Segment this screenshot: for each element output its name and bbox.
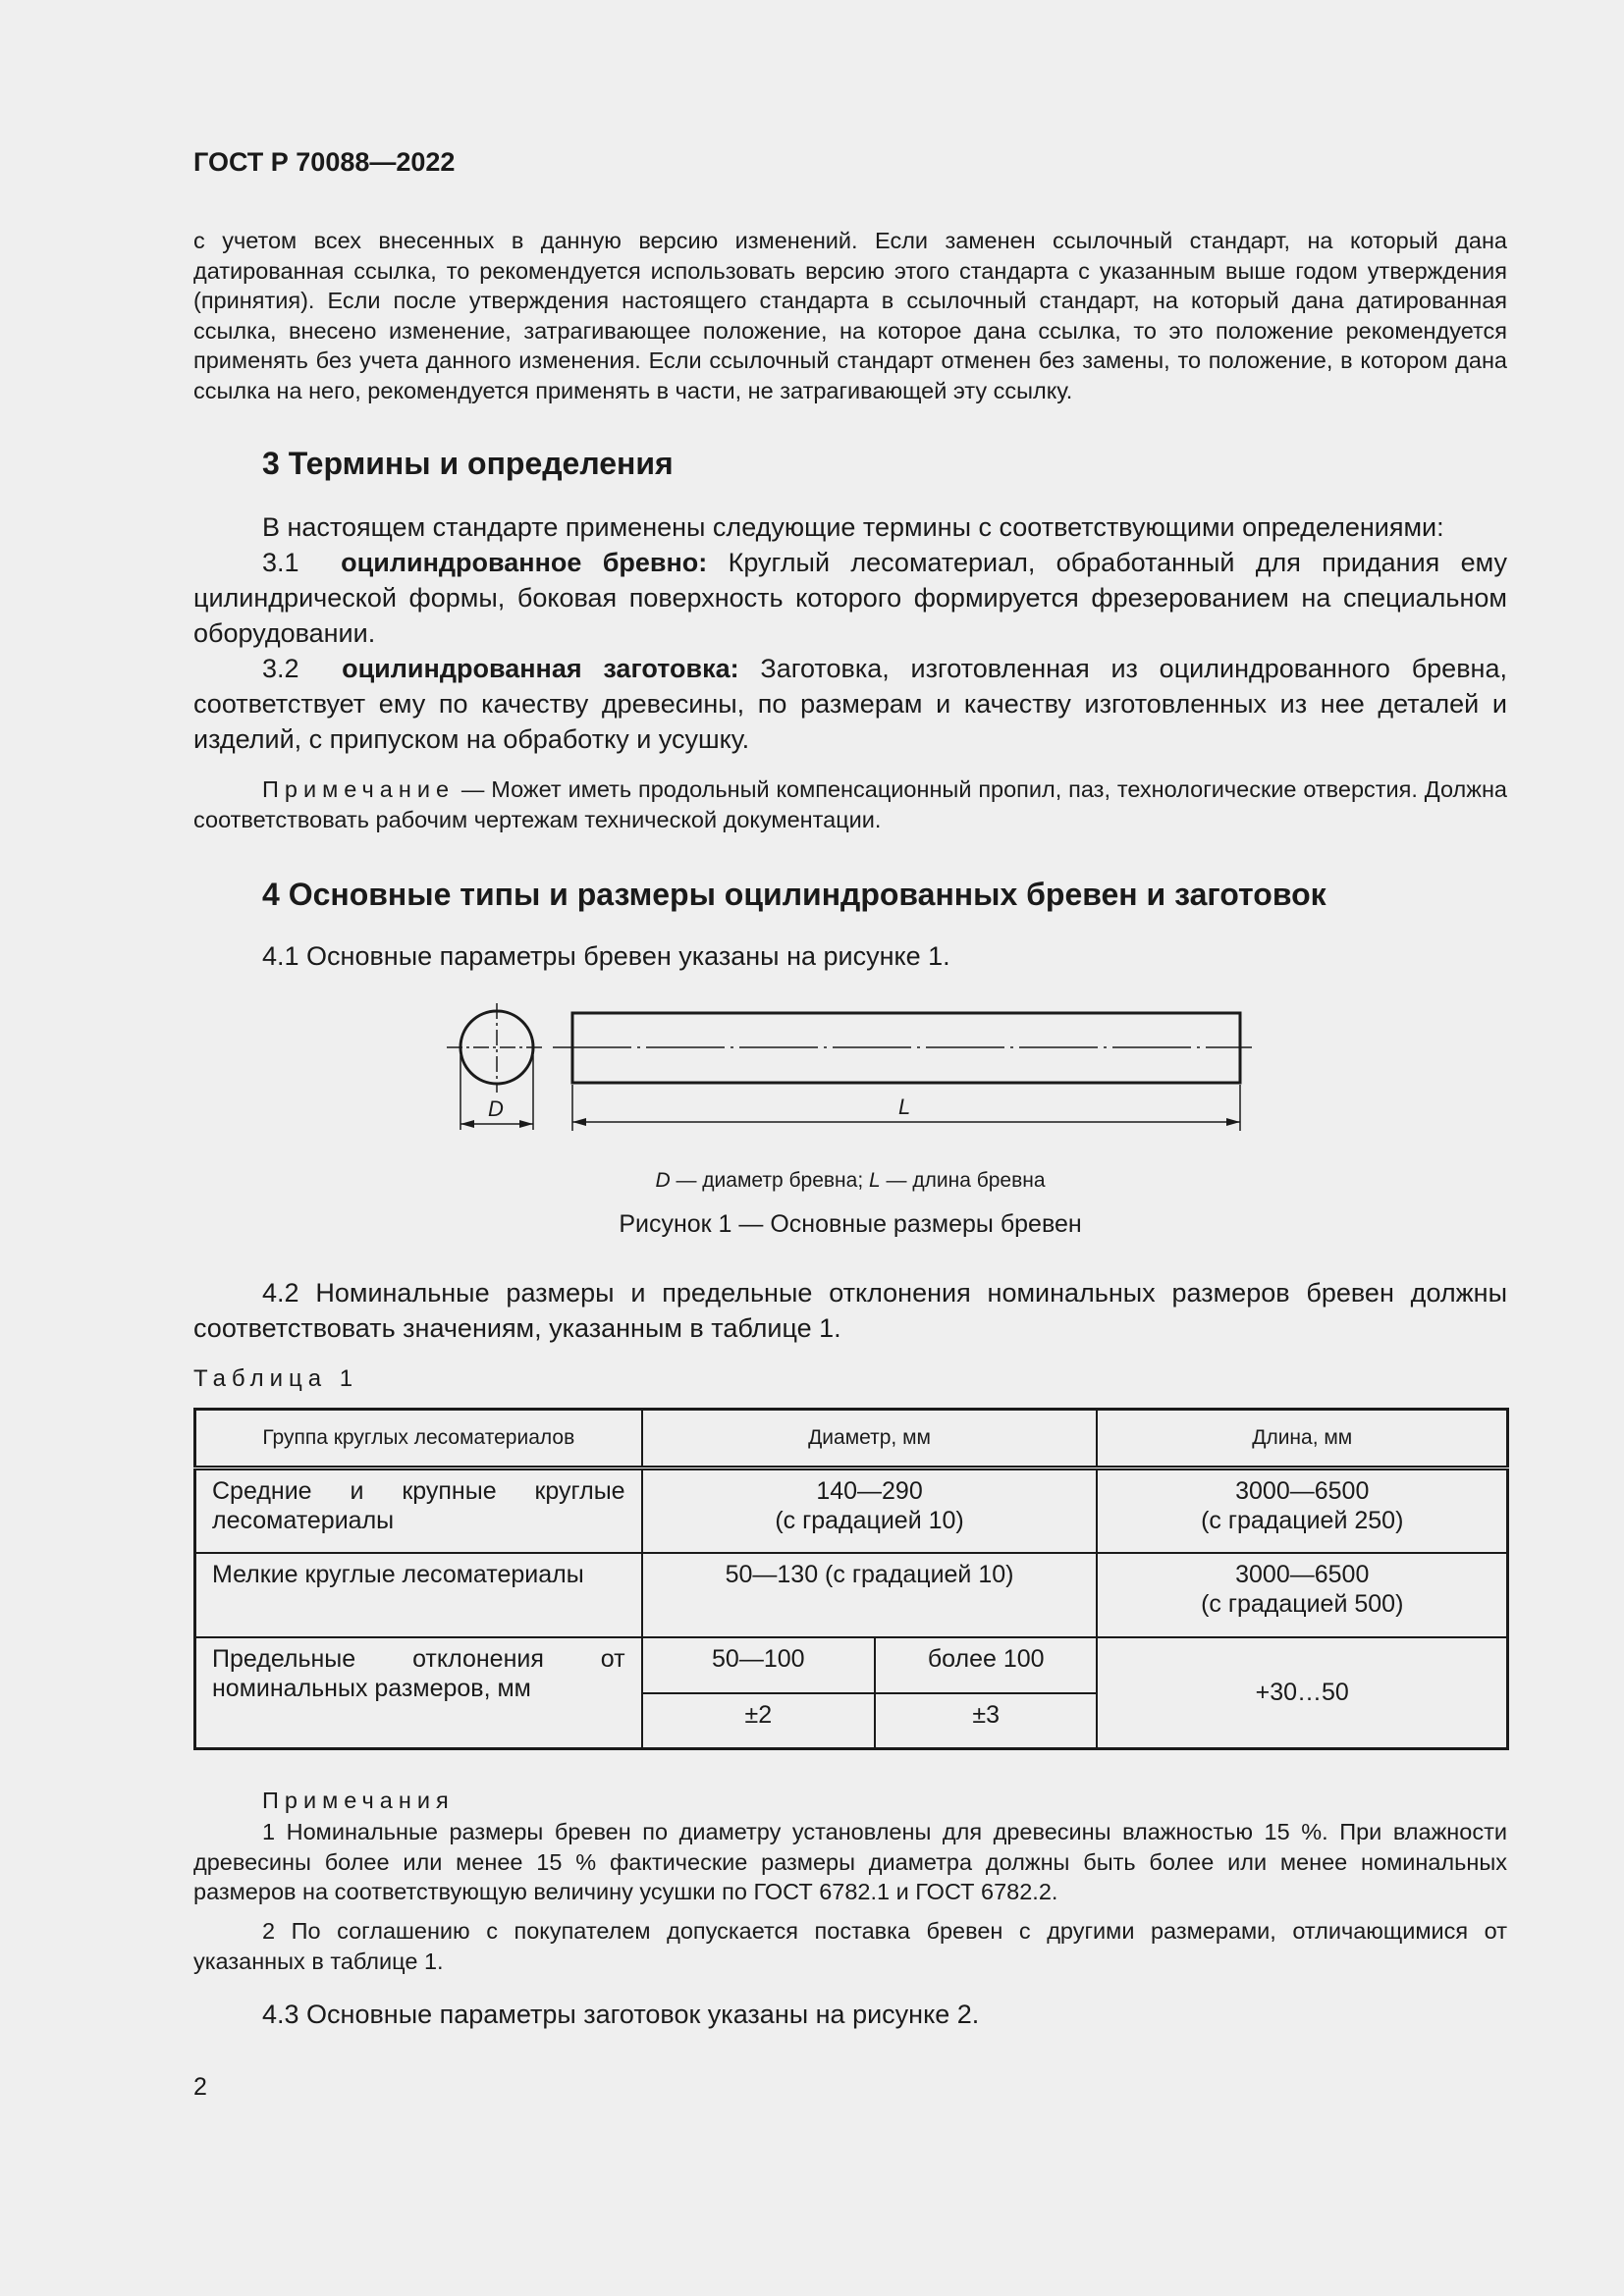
cell-group: Средние и крупные круглые лесоматериалы <box>195 1468 642 1553</box>
figure-1-log-drawing <box>447 996 1252 1144</box>
intro-paragraph: с учетом всех внесенных в данную версию изменений. Если заменен ссылочный стандарт, на который дана датированная ссылка, то рекомендуется использовать версию этого стандарта с указанным выше годом утверждения (принятия). Если после утверждения настоящего стандарта в ссылочный стандарт, на который дана датированная ссылка, внесено изменение, затрагивающее положение, на которое дана ссылка, то это положение рекомендуется применять без учета данного изменения. Если ссылочный стандарт отменен без замены, то положение, в котором дана ссылка на него, рекомендуется применять в части, не затрагивающей эту ссылку. <box>193 228 1507 403</box>
term-definition: Круглый лесоматериал, обработанный для придания ему цилиндрической формы, боковая поверхность которого формируется фрезерованием на специальном оборудовании. <box>193 548 1507 648</box>
cell-diameter-tolerance: ±3 <box>875 1693 1098 1749</box>
term-name: оцилиндрованное бревно: <box>341 548 708 577</box>
arrowhead <box>460 1120 474 1128</box>
term-note <box>193 774 1507 834</box>
term-number: 3.1 <box>262 548 299 577</box>
table-1 <box>193 1408 1509 1750</box>
legend-l-text: — длина бревна <box>880 1169 1046 1192</box>
term-name: оцилиндрованная заготовка: <box>342 654 739 683</box>
arrowhead <box>572 1118 586 1126</box>
cell-group: Мелкие круглые лесоматериалы <box>195 1553 642 1637</box>
page-number: 2 <box>193 2073 207 2101</box>
table-row <box>195 1637 1508 1693</box>
cell-length: 3000—6500 (с градацией 500) <box>1097 1553 1507 1637</box>
section-4-heading: 4 Основные типы и размеры оцилиндрованных бревен и заготовок <box>262 877 1326 912</box>
header-length: Длина, мм <box>1097 1410 1507 1468</box>
header-diameter: Диаметр, мм <box>642 1410 1098 1468</box>
term-definition: Заготовка, изготовленная из оцилиндрованного бревна, соответствует ему по качеству древесины, по размерам и качеству изготовленных из нее деталей и изделий, с припуском на обработку и усушку. <box>193 654 1507 754</box>
cell-diameter: 50—130 (с градацией 10) <box>642 1553 1098 1637</box>
cell-diameter-range: более 100 <box>875 1637 1098 1693</box>
legend-d-text: — диаметр бревна; <box>670 1169 869 1192</box>
header-group: Группа круглых лесоматериалов <box>195 1410 642 1468</box>
note-text: — Может иметь продольный компенсационный пропил, паз, технологические отверстия. Должна соответствовать рабочим чертежам технической документации. <box>193 776 1507 832</box>
note-1: 1 Номинальные размеры бревен по диаметру установлены для древесины влажностью 15 %. При влажности древесины более или менее 15 % фактические размеры диаметра должны быть более или менее номинальных размеров на соответствующую величину усушки по ГОСТ 6782.1 и ГОСТ 6782.2. <box>193 1819 1507 1904</box>
arrowhead <box>1226 1118 1240 1126</box>
note-2: 2 По соглашению с покупателем допускается поставка бревен с другими размерами, отличающимися от указанных в таблице 1. <box>193 1918 1507 1974</box>
table-row <box>195 1553 1508 1637</box>
figure-legend <box>193 1169 1507 1193</box>
note-label: Примечание <box>262 776 456 802</box>
term-3-2 <box>193 651 1507 757</box>
paragraph-4-3: 4.3 Основные параметры заготовок указаны на рисунке 2. <box>262 2000 980 2029</box>
standard-number: ГОСТ Р 70088—2022 <box>193 147 456 177</box>
cell-diameter: 140—290 (с градацией 10) <box>642 1468 1098 1553</box>
legend-l-symbol: L <box>869 1169 881 1192</box>
cell-diameter-range: 50—100 <box>642 1637 875 1693</box>
table-label: Таблица 1 <box>193 1365 359 1392</box>
figure-caption: Рисунок 1 — Основные размеры бревен <box>619 1210 1082 1238</box>
term-3-1 <box>193 545 1507 651</box>
diameter-label: D <box>488 1096 504 1121</box>
cell-diameter-tolerance: ±2 <box>642 1693 875 1749</box>
term-number: 3.2 <box>262 654 299 683</box>
table-row <box>195 1468 1508 1553</box>
paragraph-4-1: 4.1 Основные параметры бревен указаны на рисунке 1. <box>262 941 950 971</box>
section-3-intro: В настоящем стандарте применены следующие термины с соответствующими определениями: <box>262 512 1444 542</box>
paragraph-4-2: 4.2 Номинальные размеры и предельные отклонения номинальных размеров бревен должны соответствовать значениям, указанным в таблице 1. <box>193 1278 1507 1343</box>
cell-length-tolerance: +30…50 <box>1097 1637 1507 1749</box>
legend-d-symbol: D <box>655 1169 671 1192</box>
cell-length: 3000—6500 (с градацией 250) <box>1097 1468 1507 1553</box>
arrowhead <box>519 1120 533 1128</box>
length-label: L <box>898 1095 911 1119</box>
cell-group: Предельные отклонения от номинальных размеров, мм <box>195 1637 642 1749</box>
notes-label: Примечания <box>262 1788 455 1813</box>
section-3-heading: 3 Термины и определения <box>262 446 674 481</box>
table-header-row <box>195 1410 1508 1468</box>
